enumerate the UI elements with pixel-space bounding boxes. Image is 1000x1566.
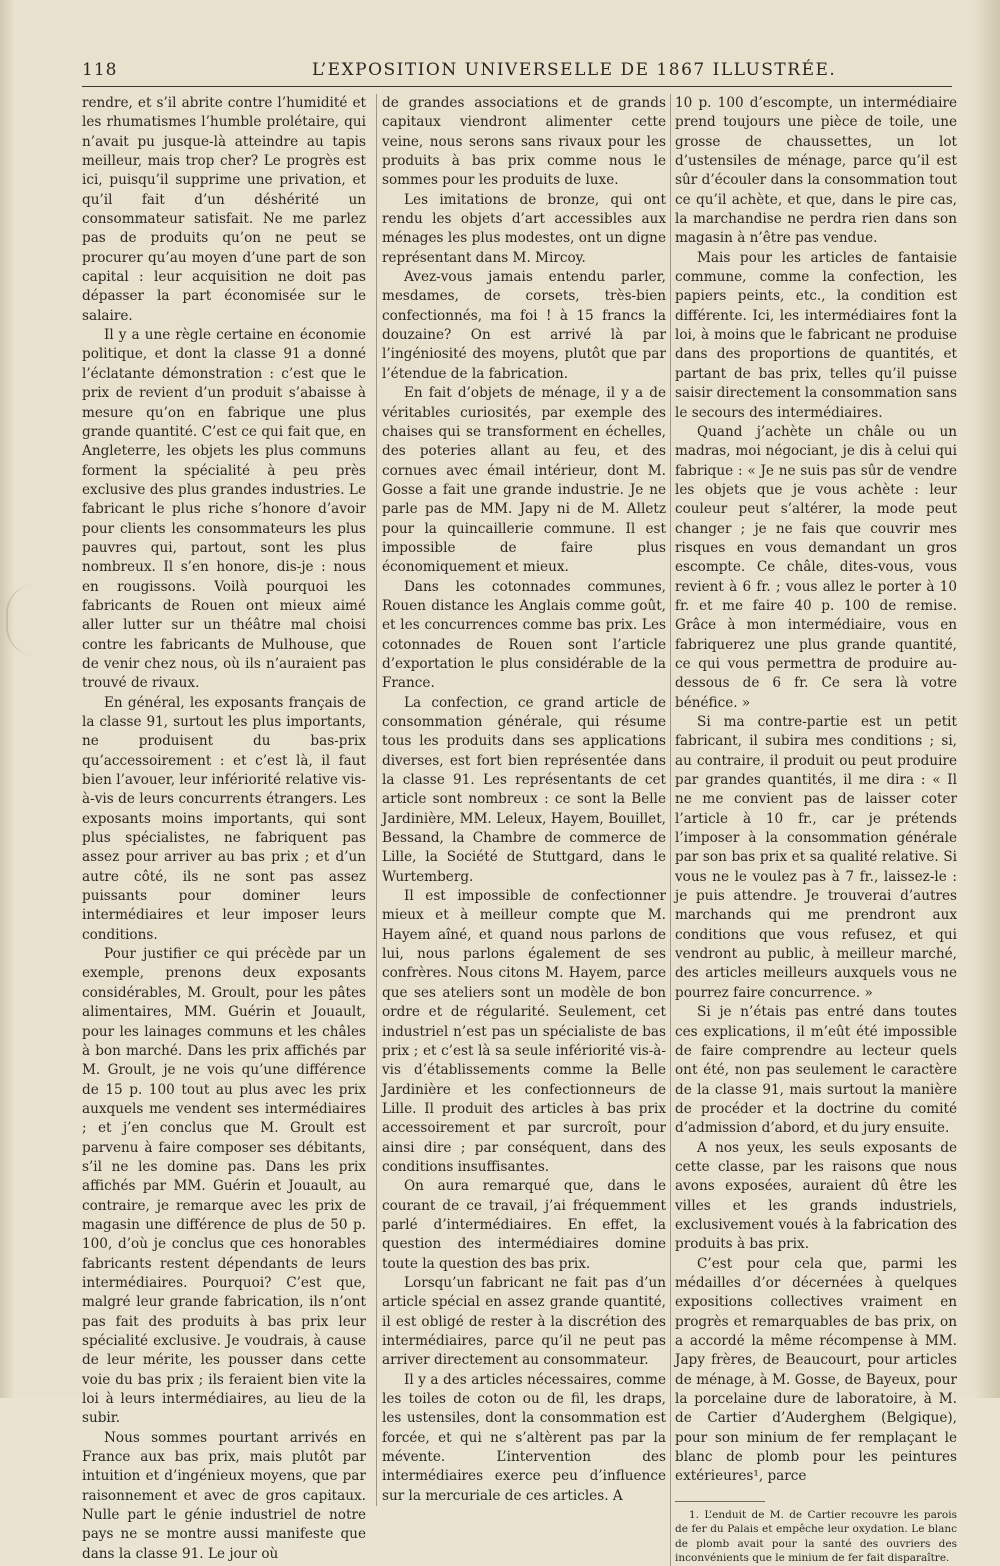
paragraph: Si ma contre-partie est un petit fabricant, il subira mes conditions ; si, au contraire, il produit ou peut produire par grandes quantités, il me dira : « Il ne me convient pas de laisser coter l’article à 10 fr., car je prétends l’imposer à la consommation générale par son bas prix et sa qualité relative. Si vous ne le voulez pas à 7 fr., laissez-le : je puis attendre. Je trouverai d’autres marchands qui me prendront aux conditions que vous refusez, et qui vendront au public, à meilleur marché, des articles meilleurs auxquels vous ne pourrez faire concurrence. »: [675, 714, 957, 1001]
paragraph: La confection, ce grand article de consommation générale, qui résume tous les produits dans ses applications diverses, est fort bien représentée dans la classe 91. Les représentants de cet article sont nombreux : ce sont la Belle Jardinière, MM. Leleux, Hayem, Bouillet, Bessand, la Chambre de commerce de Lille, la Société de Stuttgard, dans le Wurtemberg.: [382, 694, 666, 885]
paragraph: Il est impossible de confectionner mieux et à meilleur compte que M. Hayem aîné, et quand nous parlons de lui, nous parlons également de ses confrères. Nous citons M. Hayem, parce que ses ateliers sont un modèle de bon ordre et de régularité. Seulement, cet industriel n’est pas un spécialiste de bas prix ; et c’est là sa seule infériorité vis-à-vis d’établissements comme la Belle Jardinière et les confectionneurs de Lille. Il produit des articles à bas prix accessoirement et par surcroît, pour ainsi dire ; par conséquent, dans des conditions insuffisantes.: [382, 888, 666, 1175]
paragraph: C’est pour cela que, parmi les médailles d’or décernées à quelques expositions collectives vraiment en progrès et remarquables de bas prix, on a accordé la même récompense à MM. Japy frères, de Beaucourt, pour articles de ménage, à M. Gosse, de Bayeux, pour la porcelaine dure de laboratoire, à M. de Cartier d’Auderghem (Belgique), pour son minium de fer remplaçant le blanc de plomb pour les peintures extérieures¹, parce: [675, 1255, 957, 1485]
page-shadow: [0, 0, 14, 1398]
page-header: [82, 60, 952, 86]
paragraph: Avez-vous jamais entendu parler, mesdames, de corsets, très-bien confectionnés, ma foi ! à 15 francs la douzaine? On est arrivé là par l’ingéniosité des moyens, plutôt que par l’étendue de la fabrication.: [382, 269, 666, 382]
paragraph: On aura remarqué que, dans le courant de ce travail, j’ai fréquemment parlé d’intermédiaires. En effet, la question des intermédiaires domine toute la question des bas prix.: [382, 1178, 666, 1272]
paragraph: En fait d’objets de ménage, il y a de véritables curiosités, par exemple des chaises qui se transforment en échelles, des poteries allant au feu, et des cornues avec émail intérieur, dont M. Gosse a fait une grande industrie. Je ne parle pas de MM. Japy ni de M. Alletz pour la quincaillerie commune. Il est impossible de faire plus économiquement et mieux.: [382, 385, 666, 576]
paragraph: Il y a une règle certaine en économie politique, et dont la classe 91 a donné l’éclatante démonstration : c’est que le prix de revient d’un produit s’abaisse à mesure qu’on en fabrique une plus grande quantité. C’est ce qui fait que, en Angleterre, les objets les plus communs forment la spécialité à peu près exclusive des plus grandes industries. Le fabricant le plus riche s’honore d’avoir pour clients les consommateurs les plus pauvres qui, partout, sont les plus nombreux. Il s’en honore, dis-je : nous en rougissons. Voilà pourquoi les fabricants de Rouen ont mieux aimé aller lutter sur un théâtre mal choisi contre les fabricants de Mulhouse, que de venir chez nous, où ils n’auraient pas trouvé de rivaux.: [82, 327, 366, 692]
paragraph: Mais pour les articles de fantaisie commune, comme la confection, les papiers peints, etc., la condition est différente. Ici, les intermédiaires font la loi, à moins que le fabricant ne produise dans des proportions de quantités, et partant de bas prix, telles qu’il puisse saisir directement la consommation sans le secours des intermédiaires.: [675, 249, 958, 421]
paragraph: En général, les exposants français de la classe 91, surtout les plus importants, ne produisent du bas-prix qu’accessoirement : et c’est là, il faut bien l’avouer, leur infériorité relative vis-à-vis de leurs concurrents étrangers. Les exposants moins importants, qui sont plus spécialistes, ne fabriquent pas assez pour arriver au bas prix ; et d’un autre côté, ils ne sont pas assez puissants pour dominer leurs intermédiaires et leur imposer leurs conditions.: [82, 694, 366, 943]
paragraph: Dans les cotonnades communes, Rouen distance les Anglais comme goût, et les concurrences comme bas prix. Les cotonnades de Rouen sont l’article d’exportation le plus considérable de la France.: [382, 578, 666, 692]
column-3: [670, 94, 957, 1566]
footnote: 1. L’enduit de M. de Cartier recouvre les parois de fer du Palais et empêche leur oxydation. Le blanc de plomb avait pour la santé des ouvriers des inconvénients que le minium de fer fait disparaître.: [675, 1508, 957, 1565]
paragraph: A nos yeux, les seuls exposants de cette classe, par les raisons que nous avons exposées, auraient dû être les villes et les grands industriels, exclusivement voués à la fabrication des produits à bas prix.: [675, 1139, 957, 1253]
page-number: 118: [82, 60, 118, 80]
paragraph: Nous sommes pourtant arrivés en France aux bas prix, mais plutôt par intuition et d’ingénieux moyens, que par raisonnement et avec de gros capitaux. Nulle part le génie industriel de notre pays ne se montre aussi manifeste que dans la classe 91. Le jour où: [82, 1429, 366, 1562]
page-edge: [974, 0, 1000, 1398]
column-1: [82, 94, 366, 1564]
header-rule: [82, 86, 952, 87]
paragraph: rendre, et s’il abrite contre l’humidité et les rhumatismes l’humble prolétaire, qui n’avait pu jusque-là atteindre au tapis meilleur, mais trop cher? Le progrès est ici, puisqu’il supprime une privation, et qu’il fait d’un déshérité un consommateur satisfait. Ne me parlez pas de produits qu’on ne peut se procurer qu’au moyen d’une part de son capital : leur acquisition ne doit pas dépasser la part économisée sur le salaire.: [82, 95, 366, 324]
paragraph: Quand j’achète un châle ou un madras, moi négociant, je dis à celui qui fabrique : « Je ne suis pas sûr de vendre les objets que je vous achète : leur couleur peut s’altérer, la mode peut changer ; je ne fais que couvrir mes risques en vous demandant un gros escompte. Ce châle, dites-vous, vous revient à 6 fr. ; vous allez le porter à 10 fr. et me faire 40 p. 100 de remise. Grâce à mon intermédiaire, vous en fabriquerez une plus grande quantité, ce qui vous permettra de produire au-dessous de 6 fr. Ce sera là votre bénéfice. »: [675, 423, 957, 711]
paragraph: Il y a des articles nécessaires, comme les toiles de coton ou de fil, les draps, les ustensiles, dont la consommation est forcée, et qui ne s’altèrent pas par la mévente. L’intervention des intermédiaires exerce peu d’influence sur la mercuriale de ces articles. A: [382, 1371, 666, 1504]
footnote-rule: [675, 1501, 765, 1502]
paragraph: de grandes associations et de grands capitaux viendront alimenter cette veine, nous serons sans rivaux pour les produits à bas prix comme nous le sommes pour les produits de luxe.: [382, 95, 666, 189]
running-title: L’EXPOSITION UNIVERSELLE DE 1867 ILLUSTRÉE.: [312, 60, 837, 80]
paragraph: Les imitations de bronze, qui ont rendu les objets d’art accessibles aux ménages les plus modestes, ont un digne représentant dans M. Mircoy.: [382, 191, 666, 266]
column-2: [376, 94, 666, 1506]
paragraph: Pour justifier ce qui précède par un exemple, prenons deux exposants considérables, M. Groult, pour les pâtes alimentaires, MM. Guérin et Jouault, pour les lainages communs et les châles à bon marché. Dans les prix affichés par M. Groult, je ne vois qu’une différence de 15 p. 100 tout au plus avec les prix auxquels me vendent ses intermédiaires ; et j’en conclus que M. Groult est parvenu à faire composer ses débitants, s’il ne les domine pas. Dans les prix affichés par MM. Guérin et Jouault, au contraire, je remarque avec les prix de magasin une différence de plus de 50 p. 100, d’où je conclus que ces honorables fabricants restent dépendants de leurs intermédiaires. Pourquoi? C’est que, malgré leur grande fabrication, ils n’ont pas fait des produits à bas prix leur spécialité exclusive. Je voudrais, à cause de leur mérite, les pousser dans cette voie du bas prix ; ils feraient bien vite la loi à leurs intermédiaires, au lieu de la subir.: [82, 946, 366, 1427]
paragraph: Lorsqu’un fabricant ne fait pas d’un article spécial en assez grande quantité, il est obligé de rester à la discrétion des intermédiaires, parce qu’il ne peut pas arriver directement au consommateur.: [382, 1274, 666, 1369]
paragraph: Si je n’étais pas entré dans toutes ces explications, il m’eût été impossible de faire comprendre au lecteur quels ont été, non pas seulement le caractère de la classe 91, mais surtout la manière de procéder et la doctrine du comité d’admission d’abord, et du jury ensuite.: [675, 1004, 957, 1137]
paragraph: 10 p. 100 d’escompte, un intermédiaire prend toujours une pièce de toile, une grosse de chaussettes, un lot d’ustensiles de ménage, parce qu’il est sûr d’écouler dans la consommation tout ce qu’il achète, et que, dans le pire cas, la marchandise ne perdra rien dans son magasin à n’être pas vendue.: [675, 95, 957, 247]
